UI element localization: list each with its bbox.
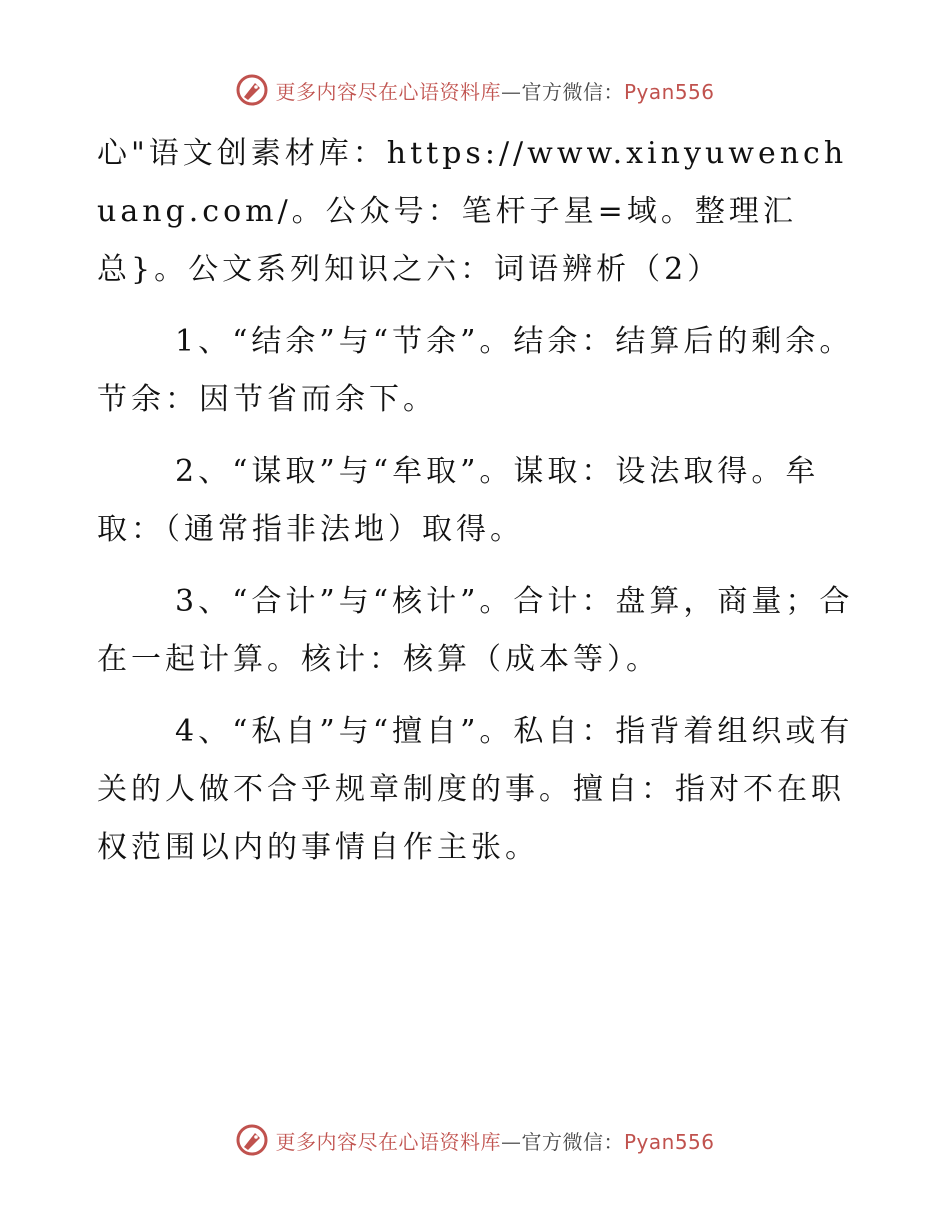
intro-paragraph: 心"语文创素材库：https://www.xinyuwenchuang.com/。公众号：笔杆子星=域。整理汇总}。公文系列知识之六：词语辨析（2）: [97, 136, 848, 287]
pen-nib-logo-icon: [235, 1123, 269, 1157]
pen-nib-logo-icon: [235, 73, 269, 107]
term-paragraph-4: 4、“私自”与“擅自”。私自：指背着组织或有关的人做不合乎规章制度的事。擅自：指对不在职权范围以内的事情自作主张。: [97, 714, 854, 865]
term-paragraph-3: 3、“合计”与“核计”。合计：盘算，商量；合在一起计算。核计：核算（成本等）。: [97, 584, 854, 677]
banner-text: 更多内容尽在心语资料库—官方微信：Pyan556: [275, 79, 715, 104]
term-paragraph-1: 1、“结余”与“节余”。结余：结算后的剩余。节余：因节省而余下。: [97, 324, 854, 417]
document-body: [97, 125, 857, 877]
banner-text: 更多内容尽在心语资料库—官方微信：Pyan556: [275, 1129, 715, 1154]
footer-banner: [0, 1120, 950, 1160]
header-banner: [0, 70, 950, 110]
term-paragraph-2: 2、“谋取”与“牟取”。谋取：设法取得。牟取：（通常指非法地）取得。: [97, 454, 820, 547]
